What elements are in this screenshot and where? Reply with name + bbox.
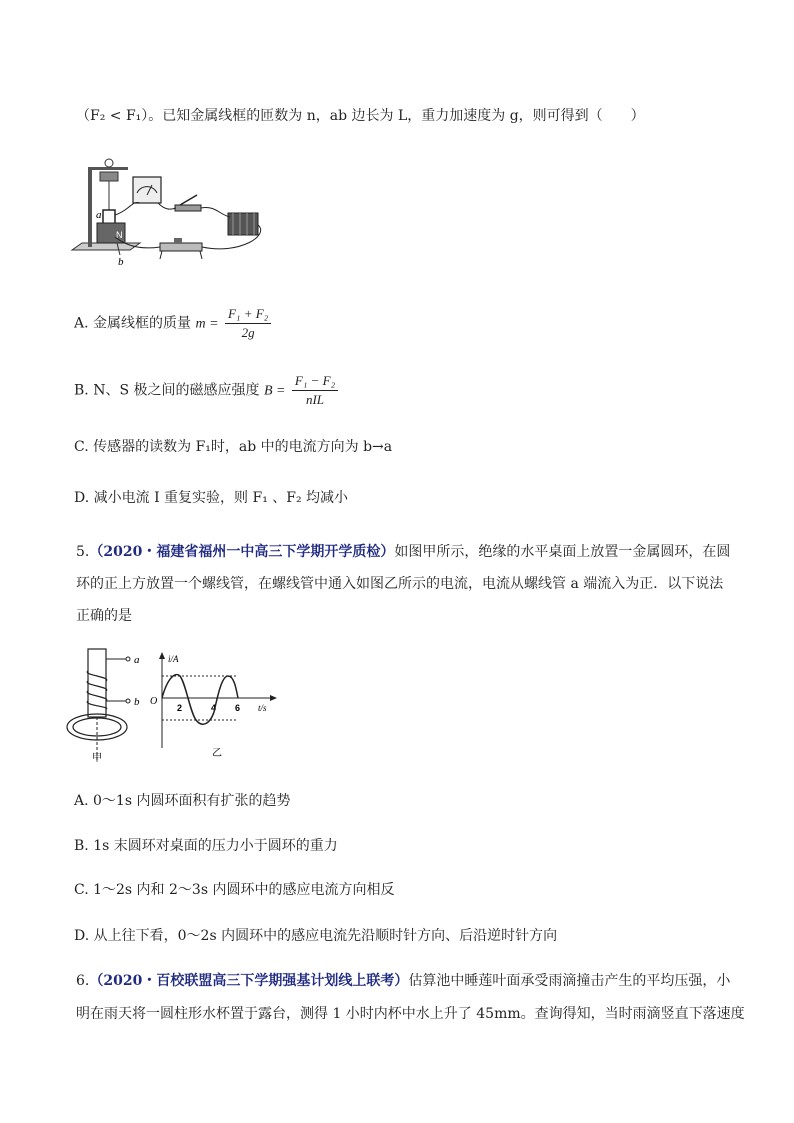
q4-option-b-prefix: B. N、S 极之间的磁感应强度: [74, 382, 260, 399]
tick-4: 4: [211, 703, 217, 713]
q5-option-c: C. 1～2s 内和 2～3s 内圆环中的感应电流方向相反: [74, 882, 395, 898]
q4-apparatus-figure: [70, 155, 280, 270]
figure-jia-caption: 甲: [92, 753, 102, 764]
n-pole-label: N: [116, 230, 123, 240]
q4-option-c: C. 传感器的读数为 F₁时，ab 中的电流方向为 b→a: [74, 439, 393, 455]
solenoid-label-a: a: [134, 654, 140, 666]
q6-stem-line1: [76, 970, 730, 992]
q5-option-a: A. 0～1s 内圆环面积有扩张的趋势: [74, 793, 291, 809]
q4-option-d: D. 减小电流 I 重复实验，则 F₁ 、F₂ 均减小: [74, 490, 349, 506]
q4-option-a-denominator: 2g: [241, 325, 255, 340]
q5-number: 5.: [76, 544, 90, 560]
q6-stem-text: 估算池中睡莲叶面承受雨滴撞击产生的平均压强，小: [408, 973, 731, 989]
q4-option-b-fraction: [292, 372, 338, 409]
q5-stem-line2: 环的正上方放置一个螺线管，在螺线管中通入如图乙所示的电流，电流从螺线管 a 端流入为正．以下说法: [76, 576, 724, 592]
q4-option-b-lhs: B =: [263, 383, 286, 399]
q6-source: （2020・百校联盟高三下学期强基计划线上联考）: [89, 973, 409, 989]
q4-option-a-lhs: m =: [195, 316, 219, 332]
q4-option-a-prefix: A. 金属线框的质量: [74, 315, 192, 332]
q5-source: （2020・福建省福州一中高三下学期开学质检）: [89, 544, 395, 560]
axis-label-y: i/A: [168, 654, 179, 664]
solenoid-label-b: b: [134, 696, 140, 708]
figure-yi-caption: 乙: [212, 748, 222, 759]
label-a: a: [96, 209, 102, 221]
q4-option-b-denominator: nIL: [305, 392, 325, 407]
q4-option-b-numerator: F₁ − F₂: [292, 372, 338, 391]
axis-origin: O: [150, 696, 158, 707]
q4-option-a-fraction: [225, 305, 271, 342]
label-b: b: [118, 256, 124, 268]
tick-6: 6: [235, 703, 241, 713]
axis-label-x: t/s: [258, 703, 267, 713]
q5-option-b: B. 1s 末圆环对桌面的压力小于圆环的重力: [74, 838, 338, 854]
q5-figure-yi: [148, 648, 283, 768]
q6-stem-line2: 明在雨天将一圆柱形水杯置于露台，测得 1 小时内杯中水上升了 45mm。查询得知，当时雨滴竖直下落速度: [76, 1006, 745, 1022]
q5-stem-line1: [76, 541, 730, 563]
q5-stem-text: 如图甲所示，绝缘的水平桌面上放置一金属圆环，在圆: [394, 544, 731, 560]
q5-option-d: D. 从上往下看，0～2s 内圆环中的感应电流先沿顺时针方向、后沿逆时针方向: [74, 928, 558, 944]
q4-stem-tail: （F₂ < F₁）。已知金属线框的匝数为 n，ab 边长为 L，重力加速度为 g，则可得到（ ）: [76, 108, 645, 124]
q6-number: 6.: [76, 973, 90, 989]
q4-option-a: [74, 305, 273, 342]
q5-figure-jia: [60, 645, 150, 770]
tick-2: 2: [177, 703, 183, 713]
q4-option-a-numerator: F₁ + F₂: [225, 305, 271, 324]
q4-option-b: [74, 372, 340, 409]
q5-stem-line3: 正确的是: [76, 608, 132, 624]
